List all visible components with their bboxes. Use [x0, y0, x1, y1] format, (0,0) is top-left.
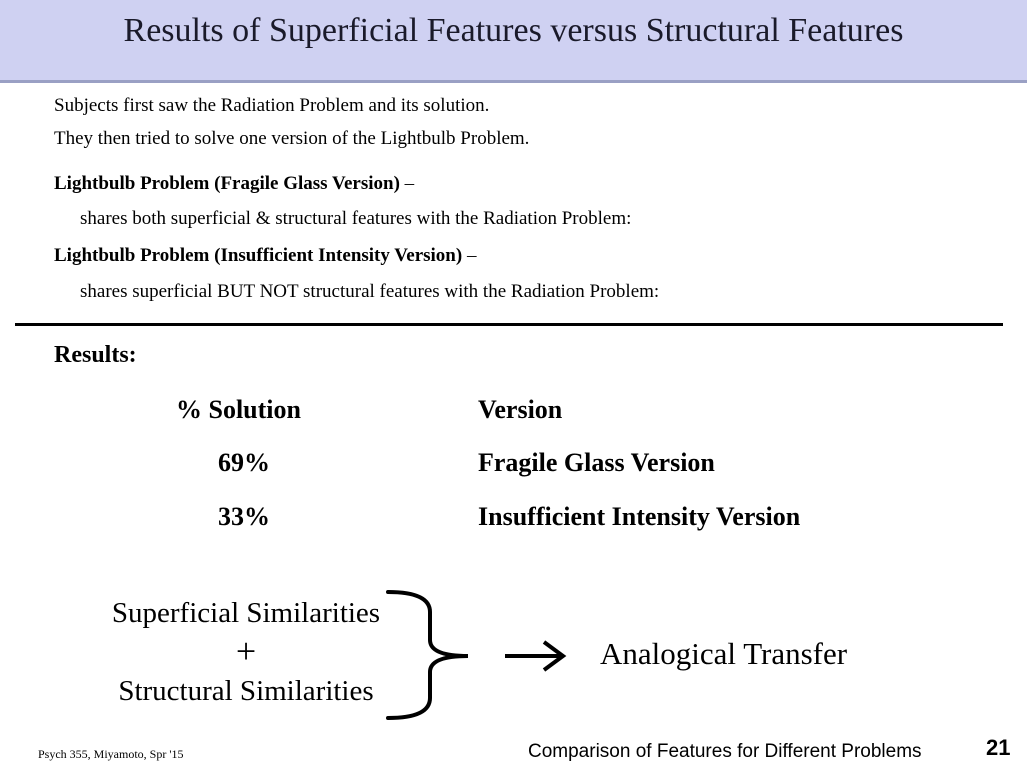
- structural-similarities: Structural Similarities: [118, 675, 374, 707]
- version-dash: –: [462, 245, 477, 266]
- version-description-insufficient: shares superficial BUT NOT structural features with the Radiation Problem:: [80, 281, 660, 302]
- footer-topic: Comparison of Features for Different Problems: [528, 741, 922, 762]
- page-number: 21: [986, 735, 1011, 760]
- version-name: Lightbulb Problem (Fragile Glass Version): [54, 173, 400, 194]
- right-brace-icon: [388, 592, 468, 718]
- intro-line-1: Subjects first saw the Radiation Problem and its solution.: [54, 95, 490, 116]
- plus-sign: +: [235, 631, 257, 671]
- version-header: Version: [478, 395, 563, 424]
- result-version-insufficient: Insufficient Intensity Version: [478, 502, 801, 531]
- version-dash: –: [399, 173, 415, 194]
- superficial-similarities: Superficial Similarities: [111, 597, 381, 629]
- slide-title: Results of Superficial Features versus Structural Features: [123, 12, 904, 49]
- right-arrow-icon: [505, 642, 563, 670]
- analogical-transfer: Analogical Transfer: [600, 636, 848, 671]
- version-name: Lightbulb Problem (Insufficient Intensity Version): [54, 245, 463, 266]
- percent-solution-header: % Solution: [176, 395, 301, 424]
- result-percent-fragile: 69%: [218, 448, 270, 477]
- intro-line-2: They then tried to solve one version of the Lightbulb Problem.: [54, 128, 530, 149]
- results-label: Results:: [54, 342, 137, 368]
- result-version-fragile: Fragile Glass Version: [478, 448, 715, 477]
- result-percent-insufficient: 33%: [218, 502, 270, 531]
- footer-course: Psych 355, Miyamoto, Spr '15: [38, 747, 184, 761]
- version-description-fragile: shares both superficial & structural features with the Radiation Problem:: [80, 208, 632, 229]
